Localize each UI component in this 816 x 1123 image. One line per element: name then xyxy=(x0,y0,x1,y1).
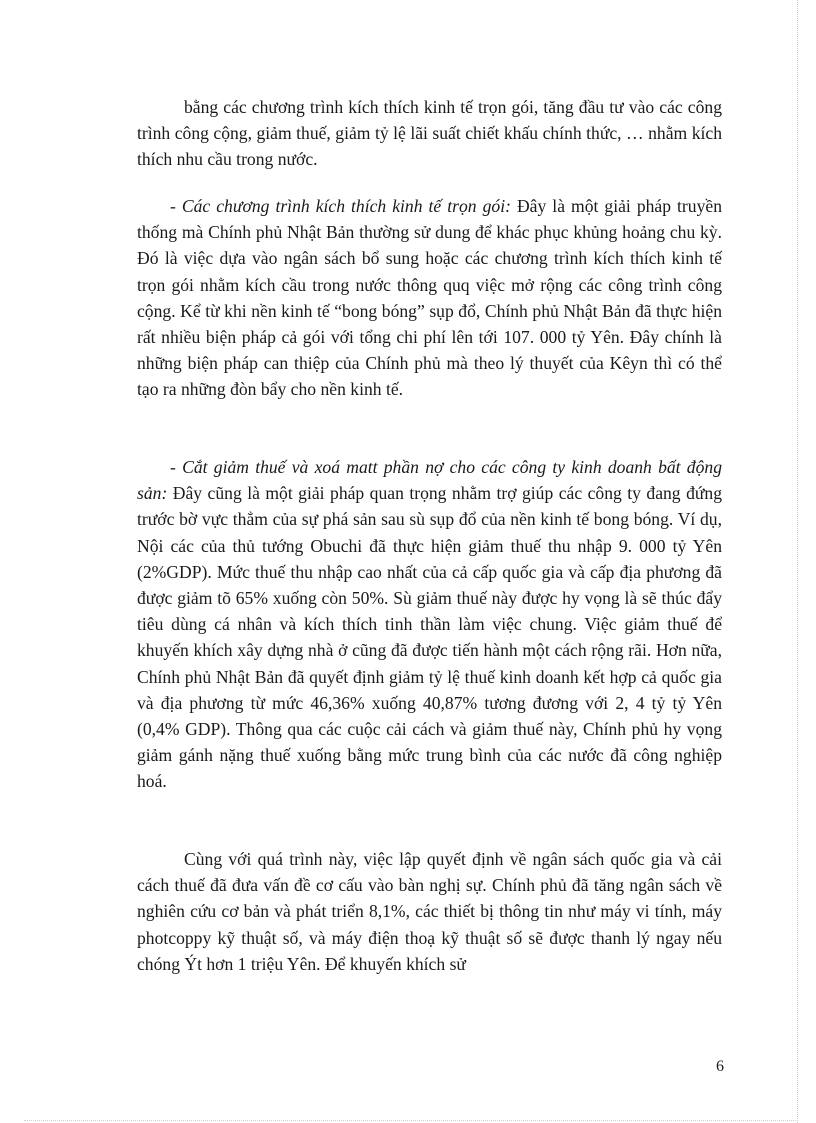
paragraph-3 xyxy=(137,454,722,795)
page-border-bottom xyxy=(24,1120,798,1121)
paragraph-body xyxy=(137,454,722,795)
paragraph-text: Cùng với quá trình này, việc lập quyết định về ngân sách quốc gia và cải cách thuế đã đưa vấn đề cơ cấu vào bàn nghị sự. Chính phủ đã tăng ngân sách về nghiên cứu cơ bản và phát triển 8,1%, các thiết bị thông tin như máy vi tính, máy photcoppy kỹ thuật số, và máy điện thoạ kỹ thuật số sẽ được thanh lý ngay nếu chóng Ýt hơn 1 triệu Yên. Để khuyến khích sử xyxy=(137,849,722,974)
paragraph-lead-italic: - Cắt giảm thuế và xoá matt phần nợ cho các công ty kinh doanh bất động sản: xyxy=(137,457,722,504)
page-number: 6 xyxy=(716,1058,724,1075)
paragraph-1 xyxy=(137,94,722,173)
paragraph-text: bằng các chương trình kích thích kinh tế trọn gói, tăng đầu tư vào các công trình công cộng, giảm thuế, giảm tỷ lệ lãi suất chiết khấu chính thức, … nhằm kích thích nhu cầu trong nước. xyxy=(137,97,722,170)
paragraph-4 xyxy=(137,846,722,977)
paragraph-text: Đây cũng là một giải pháp quan trọng nhằm trợ giúp các công ty đang đứng trước bờ vực thẳm của sự phá sản sau sù sụp đổ của nền kinh tế bong bóng. Ví dụ, Nội các của thủ tướng Obuchi đã thực hiện giảm thuế thu nhập 9. 000 tỷ Yên (2%GDP). Mức thuế thu nhập cao nhất của cả cấp quốc gia và cấp địa phương đã được giảm tõ 65% xuống còn 50%. Sù giảm thuế này được hy vọng là sẽ thúc đẩy tiêu dùng cá nhân và kích thích tinh thần làm việc chung. Việc giảm thuế để khuyến khích xây dựng nhà ở cũng đã được tiến hành một cách rộng rãi. Hơn nữa, Chính phủ Nhật Bản đã quyết định giảm tỷ lệ thuế kinh doanh kết hợp cả quốc gia và địa phương từ mức 46,36% xuống 40,87% tương đương với 2, 4 tỷ tỷ Yên (0,4% GDP). Thông qua các cuộc cải cách và giảm thuế này, Chính phủ hy vọng giảm gánh nặng thuế xuống bằng mức trung bình của các nước đã công nghiệp hoá. xyxy=(137,483,722,792)
paragraph-lead-italic: - Các chương trình kích thích kinh tế trọn gói: xyxy=(170,196,511,216)
paragraph-body xyxy=(137,193,722,403)
paragraph-2 xyxy=(137,193,722,403)
page-border-right xyxy=(797,0,798,1123)
paragraph-text: Đây là một giải pháp truyền thống mà Chính phủ Nhật Bản thường sử dung để khác phục khủng hoảng chu kỳ. Đó là việc dựa vào ngân sách bổ sung hoặc các chương trình kích thích kinh tế trọn gói nhằm kích cầu trong nước thông quq việc mở rộng các công trình công cộng. Kể từ khi nền kinh tế “bong bóng” sụp đổ, Chính phủ Nhật Bản đã thực hiện rất nhiều biện pháp cả gói với tổng chi phí lên tới 107. 000 tỷ Yên. Đây chính là những biện pháp can thiệp của Chính phủ mà theo lý thuyết của Kêyn thì có thể tạo ra những đòn bẩy cho nền kinh tế. xyxy=(137,196,722,400)
